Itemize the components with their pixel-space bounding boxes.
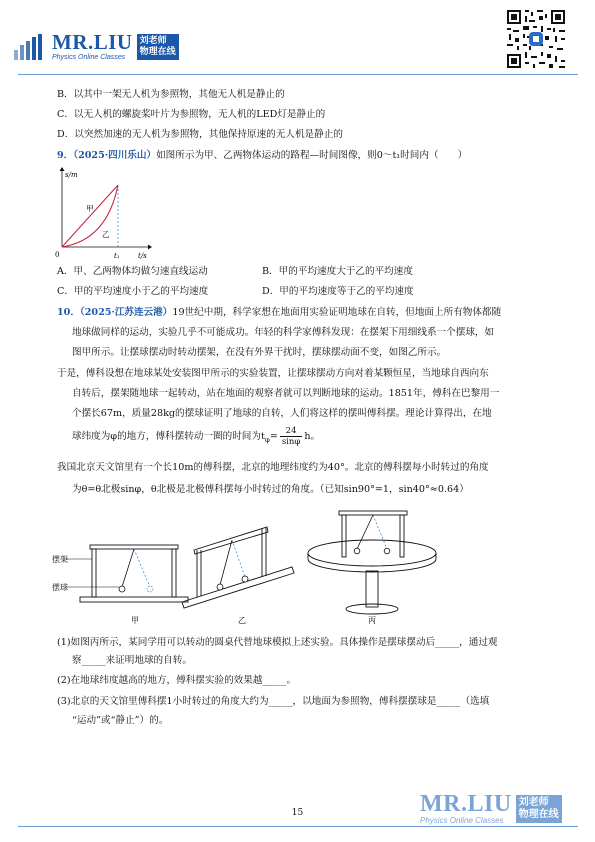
q10-p3-line2: 为θ=θ北极sinφ，θ北极是北极傅科摆每小时转过的角度。（已知sin90°=1，sin40°≈0.64） (72, 484, 469, 495)
figure-bing (308, 511, 436, 614)
header-rule (18, 74, 578, 75)
q10-sub2: (2)在地球纬度越高的地方，傅科摆实验的效果越_____。 (57, 675, 297, 686)
q10-source: （2025·江苏连云港） (79, 307, 173, 318)
watermark-badge-line1: 刘老师 (518, 796, 549, 808)
prev-option-c: C．以无人机的螺旋桨叶片为参照物，无人机的LED灯是静止的 (57, 109, 326, 120)
q9-line-yi (62, 185, 118, 247)
footer-rule (18, 826, 578, 827)
q9-stem (57, 148, 467, 163)
q9-y-arrow (60, 167, 65, 171)
q9-ylabel: s/m (65, 171, 78, 179)
header-logo (14, 32, 179, 61)
q10-p1-line2: 地球做同样的运动，实验几乎不可能成功。年轻的科学家傅科发现：在摆架下用细线系一个摆球，如 (72, 327, 495, 338)
caption-jia: 甲 (131, 616, 139, 625)
q10-p2-l4-unit: h。 (304, 431, 321, 442)
logo-badge-line2: 物理在线 (139, 46, 176, 57)
q9-label-jia: 甲 (86, 204, 94, 213)
q10-sub1-line1: (1)如图丙所示，某同学用可以转动的圆桌代替地球模拟上述实验。具体操作是摆球摆动后_____，通过观 (57, 637, 498, 648)
q10-p1-line3: 图甲所示。让摆球摆动时转动摆架，在没有外界干扰时，摆球摆动面不变，如图乙所示。 (72, 347, 447, 358)
logo-text: MR.LIU (52, 30, 133, 54)
watermark-subtitle: Physics Online Classes (420, 816, 504, 825)
q10-fraction (280, 426, 303, 447)
q10-sub3-line1: (3)北京的天文馆里傅科摆1小时转过的角度大约为_____，以地面为参照物，傅科摆摆球是_____（选填 (57, 696, 490, 707)
q10-p2-line2: 自转后，摆架随地球一起转动，站在地面的观察者就可以判断地球的运动。1851年，傅科在巴黎用一 (72, 388, 500, 399)
q10-figures (52, 505, 532, 630)
logo-bars-icon (14, 34, 48, 60)
q10-p2-line1: 于是，傅科设想在地球某处安装图甲所示的实验装置，让摆球摆动方向对着某颗恒星，当地球自西向东 (57, 368, 489, 379)
figure-yi (182, 527, 294, 608)
q9-source: （2025·四川乐山） (73, 150, 157, 161)
caption-yi: 乙 (238, 616, 246, 625)
q9-x-arrow (148, 245, 152, 250)
q10-sub3-line2: “运动”或“静止”）的。 (72, 715, 169, 726)
logo-subtitle: Physics Online Classes (52, 54, 126, 61)
q10-sub1-line2: 察_____来证明地球的自转。 (72, 655, 192, 666)
figure-jia (66, 545, 188, 602)
q9-option-b: B．甲的平均速度大于乙的平均速度 (262, 266, 413, 277)
q10-equals: = (269, 431, 278, 442)
q10-p1-l1-text: 19世纪中期，科学家想在地面用实验证明地球在自转，但地面上所有物体都随 (172, 307, 502, 318)
q10-frac-num: 24 (280, 426, 303, 437)
page-number: 15 (291, 808, 304, 818)
q10-p2-line4 (72, 424, 320, 453)
qr-code-icon (505, 8, 567, 70)
q10-number: 10． (57, 307, 80, 318)
q10-t-subscript: φ (264, 435, 270, 444)
logo-badge-line1: 刘老师 (139, 35, 167, 46)
q10-p2-l4-text: 球纬度为φ的地方，傅科摆转动一圈的时间为t (72, 431, 265, 442)
q9-graph (52, 165, 152, 260)
q10-p2-line3: 个摆长67m，质量28kg的摆球证明了地球的自转，人们将这样的摆叫傅科摆。理论计算得出，在地 (72, 408, 492, 419)
q9-t1: t₁ (114, 252, 120, 260)
q9-option-a: A．甲、乙两物体均做匀速直线运动 (57, 266, 208, 277)
q9-xlabel: t/s (138, 252, 147, 260)
q9-option-d: D．甲的平均速度等于乙的平均速度 (262, 286, 414, 297)
q10-frac-den: sinφ (281, 437, 301, 447)
logo-badge (137, 34, 179, 60)
prev-option-d: D．以突然加速的无人机为参照物，其他保持原速的无人机是静止的 (57, 129, 343, 140)
caption-bing: 丙 (368, 616, 376, 625)
q9-origin: 0 (55, 251, 60, 259)
watermark-text: MR.LIU (420, 791, 512, 817)
q10-p3-line1: 我国北京天文馆里有一个长10m的傅科摆，北京的地理纬度约为40°。北京的傅科摆每小时转过的角度 (57, 462, 489, 473)
q10-p1-line1 (57, 305, 501, 320)
label-bob: 摆球 (52, 583, 68, 592)
q9-stem-text: 如图所示为甲、乙两物体运动的路程—时间图像，则0～t₁时间内（ ） (156, 150, 468, 161)
watermark-badge-line2: 物理在线 (518, 808, 559, 820)
q9-label-yi: 乙 (102, 230, 110, 239)
q9-option-c: C．甲的平均速度小于乙的平均速度 (57, 286, 209, 297)
prev-option-b: B．以其中一架无人机为参照物，其他无人机是静止的 (57, 89, 285, 100)
q9-number: 9． (57, 150, 74, 161)
label-frame: 摆架 (52, 555, 68, 564)
